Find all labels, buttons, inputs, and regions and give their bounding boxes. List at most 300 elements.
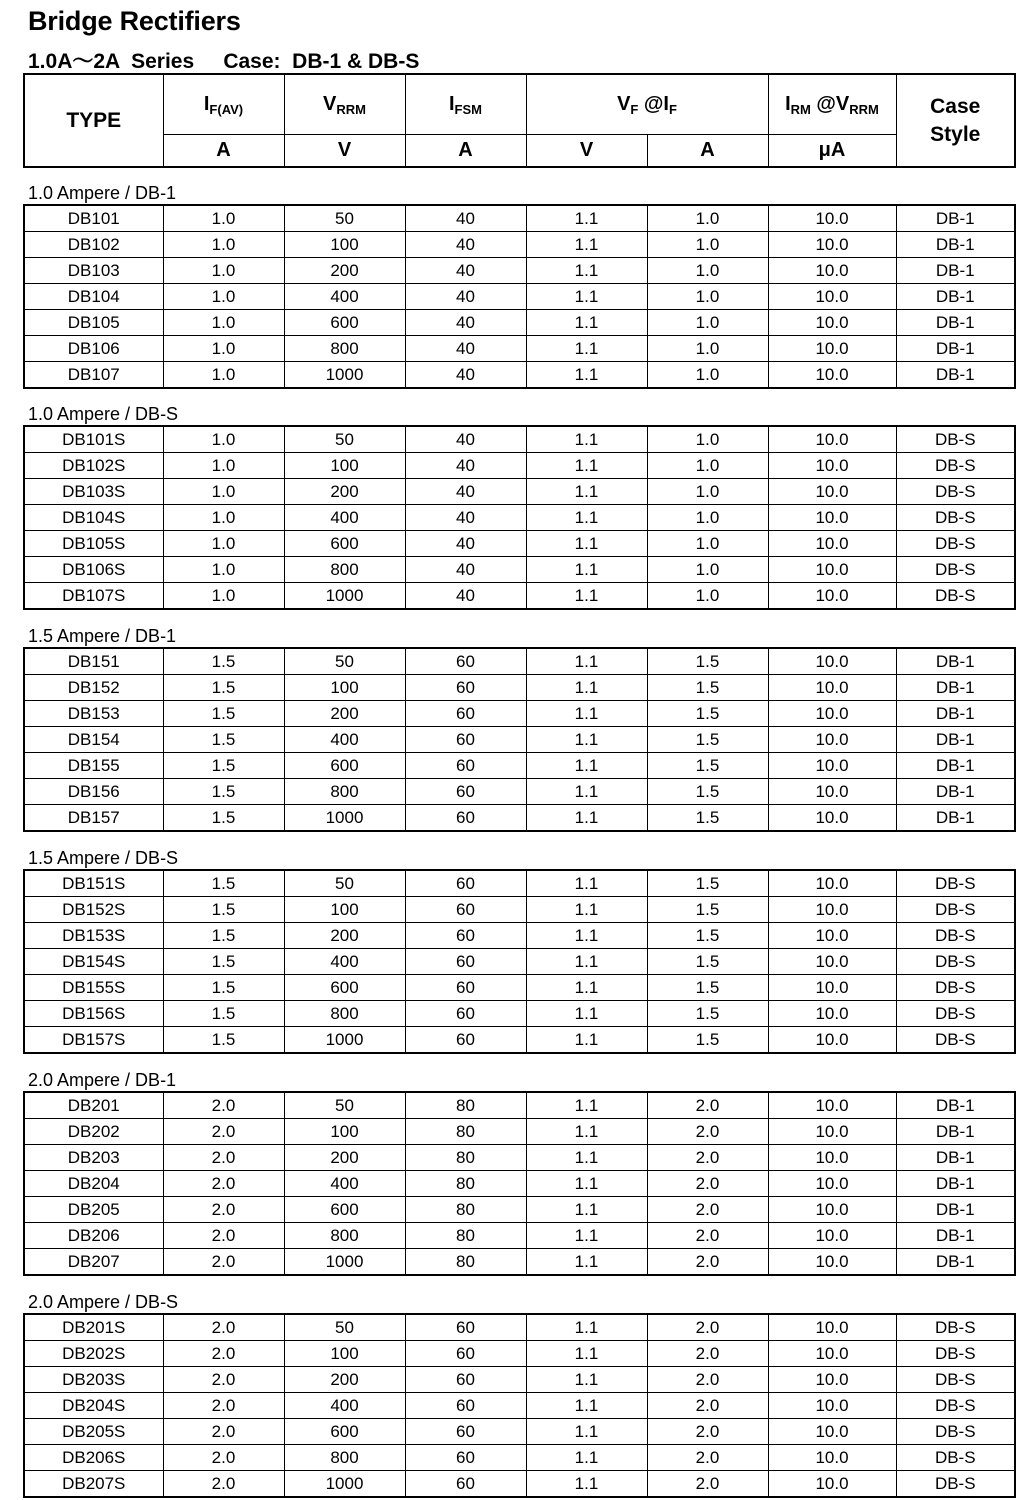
- table-cell: 1.0: [163, 284, 284, 310]
- table-cell: 1000: [284, 362, 405, 389]
- table-row: [24, 923, 1015, 949]
- table-cell: 1.0: [647, 479, 768, 505]
- table-cell: DB202S: [24, 1341, 163, 1367]
- table-row: [24, 1367, 1015, 1393]
- table-cell: 600: [284, 1419, 405, 1445]
- table-cell: 1.5: [163, 648, 284, 675]
- table-cell: 1.0: [647, 453, 768, 479]
- table-cell: 1.0: [647, 284, 768, 310]
- table-row: [24, 310, 1015, 336]
- table-cell: 40: [405, 284, 526, 310]
- table-cell: 1.5: [647, 1027, 768, 1054]
- table-cell: 1.1: [526, 949, 647, 975]
- table-cell: 100: [284, 232, 405, 258]
- table-cell: 100: [284, 1341, 405, 1367]
- table-cell: 400: [284, 949, 405, 975]
- table-cell: 10.0: [768, 1027, 896, 1054]
- unit-cell: V: [526, 135, 647, 168]
- table-cell: 40: [405, 453, 526, 479]
- table-cell: 2.0: [647, 1171, 768, 1197]
- table-cell: 100: [284, 897, 405, 923]
- table-cell: 10.0: [768, 362, 896, 389]
- table-cell: DB-S: [896, 1314, 1015, 1341]
- table-cell: 40: [405, 557, 526, 583]
- table-cell: 10.0: [768, 923, 896, 949]
- table-cell: 10.0: [768, 1001, 896, 1027]
- table-cell: 1.1: [526, 1145, 647, 1171]
- table-cell: 1.0: [647, 310, 768, 336]
- table-row: [24, 453, 1015, 479]
- table-cell: DB104: [24, 284, 163, 310]
- table-cell: 60: [405, 779, 526, 805]
- table-row: [24, 205, 1015, 232]
- table-cell: 40: [405, 232, 526, 258]
- table-cell: 10.0: [768, 479, 896, 505]
- table-cell: 1.0: [647, 505, 768, 531]
- table-cell: 60: [405, 1419, 526, 1445]
- header-vf-at-if: $V_F$ $@I_F$: [526, 74, 768, 135]
- table-cell: 1.1: [526, 1249, 647, 1276]
- table-cell: DB157: [24, 805, 163, 832]
- table-cell: 1.5: [163, 870, 284, 897]
- table-cell: 60: [405, 897, 526, 923]
- table-cell: DB152: [24, 675, 163, 701]
- table-row: [24, 362, 1015, 389]
- table-cell: 10.0: [768, 1419, 896, 1445]
- table-cell: 100: [284, 1119, 405, 1145]
- table-cell: 40: [405, 583, 526, 610]
- table-cell: DB-S: [896, 923, 1015, 949]
- table-cell: 50: [284, 648, 405, 675]
- table-header: [23, 73, 1016, 168]
- table-cell: 2.0: [647, 1393, 768, 1419]
- table-cell: 400: [284, 505, 405, 531]
- header-type: TYPE: [24, 74, 163, 167]
- table-cell: DB-1: [896, 336, 1015, 362]
- table-row: [24, 426, 1015, 453]
- table-cell: DB-1: [896, 1249, 1015, 1276]
- table-cell: 1.0: [647, 583, 768, 610]
- table-cell: 1.1: [526, 701, 647, 727]
- table-cell: 10.0: [768, 1445, 896, 1471]
- table-cell: 1.5: [163, 975, 284, 1001]
- table-cell: 1.1: [526, 284, 647, 310]
- table-row: [24, 336, 1015, 362]
- table-cell: 60: [405, 701, 526, 727]
- table-cell: 1.1: [526, 727, 647, 753]
- table-row: [24, 1445, 1015, 1471]
- table-cell: 2.0: [163, 1249, 284, 1276]
- table-cell: 1.1: [526, 453, 647, 479]
- table-cell: 1.1: [526, 1471, 647, 1498]
- table-cell: 80: [405, 1119, 526, 1145]
- table-cell: 1.0: [163, 479, 284, 505]
- table-cell: 1.1: [526, 1092, 647, 1119]
- table-cell: 2.0: [647, 1341, 768, 1367]
- table-cell: 2.0: [163, 1314, 284, 1341]
- table-cell: 200: [284, 1367, 405, 1393]
- table-row: [24, 1471, 1015, 1498]
- table-row: [24, 1197, 1015, 1223]
- table-cell: 1.0: [163, 205, 284, 232]
- unit-cell: A: [405, 135, 526, 168]
- table-cell: 60: [405, 1027, 526, 1054]
- table-cell: DB-S: [896, 1471, 1015, 1498]
- table-cell: 80: [405, 1145, 526, 1171]
- table-cell: 10.0: [768, 701, 896, 727]
- table-row: [24, 648, 1015, 675]
- table-cell: 1.1: [526, 205, 647, 232]
- table-cell: 1000: [284, 1027, 405, 1054]
- table-cell: 1.0: [163, 426, 284, 453]
- table-cell: 200: [284, 1145, 405, 1171]
- table-cell: 10.0: [768, 557, 896, 583]
- table-cell: 1.0: [647, 426, 768, 453]
- table-cell: DB207: [24, 1249, 163, 1276]
- table-cell: 1000: [284, 1249, 405, 1276]
- table-cell: 10.0: [768, 949, 896, 975]
- table-cell: 1.1: [526, 232, 647, 258]
- table-cell: 10.0: [768, 1197, 896, 1223]
- table-cell: 1.1: [526, 870, 647, 897]
- table-cell: 1.5: [163, 1027, 284, 1054]
- table-cell: 60: [405, 923, 526, 949]
- table-cell: DB-S: [896, 557, 1015, 583]
- table-cell: 40: [405, 205, 526, 232]
- table-cell: 50: [284, 205, 405, 232]
- table-cell: 60: [405, 975, 526, 1001]
- table-cell: DB101: [24, 205, 163, 232]
- table-cell: DB204: [24, 1171, 163, 1197]
- table-cell: DB107S: [24, 583, 163, 610]
- table-cell: 1.1: [526, 923, 647, 949]
- table-cell: 1.5: [647, 949, 768, 975]
- table-cell: 1.5: [647, 897, 768, 923]
- table-row: [24, 1249, 1015, 1276]
- table-cell: DB-S: [896, 870, 1015, 897]
- table-cell: DB-S: [896, 583, 1015, 610]
- table-cell: 10.0: [768, 897, 896, 923]
- table-row: [24, 557, 1015, 583]
- table-cell: 600: [284, 310, 405, 336]
- spec-table: [23, 204, 1016, 389]
- table-cell: 1.1: [526, 505, 647, 531]
- table-cell: 1.0: [647, 258, 768, 284]
- table-cell: DB-S: [896, 1367, 1015, 1393]
- table-cell: DB151S: [24, 870, 163, 897]
- table-cell: 1.5: [647, 923, 768, 949]
- table-cell: 2.0: [163, 1197, 284, 1223]
- table-cell: 10.0: [768, 205, 896, 232]
- table-cell: DB-1: [896, 648, 1015, 675]
- table-cell: 2.0: [163, 1145, 284, 1171]
- table-cell: DB-S: [896, 453, 1015, 479]
- table-cell: 80: [405, 1249, 526, 1276]
- table-cell: 1.1: [526, 805, 647, 832]
- header-case-style: Case Style: [896, 74, 1015, 167]
- table-cell: 2.0: [163, 1367, 284, 1393]
- table-cell: 2.0: [647, 1367, 768, 1393]
- table-row: [24, 1341, 1015, 1367]
- table-cell: 400: [284, 1171, 405, 1197]
- table-cell: DB155: [24, 753, 163, 779]
- table-cell: DB-S: [896, 1393, 1015, 1419]
- table-cell: DB-1: [896, 362, 1015, 389]
- table-cell: 10.0: [768, 284, 896, 310]
- table-cell: 800: [284, 779, 405, 805]
- table-row: [24, 727, 1015, 753]
- table-cell: 1.1: [526, 1367, 647, 1393]
- table-cell: 10.0: [768, 1393, 896, 1419]
- table-cell: 50: [284, 426, 405, 453]
- table-cell: 1.5: [647, 870, 768, 897]
- table-cell: 1.1: [526, 426, 647, 453]
- table-cell: 1.1: [526, 1027, 647, 1054]
- table-cell: DB-S: [896, 505, 1015, 531]
- table-cell: 1.5: [163, 701, 284, 727]
- table-cell: DB153: [24, 701, 163, 727]
- table-cell: 10.0: [768, 310, 896, 336]
- table-cell: 10.0: [768, 1119, 896, 1145]
- table-cell: 1.5: [647, 648, 768, 675]
- table-cell: 100: [284, 675, 405, 701]
- table-cell: 40: [405, 310, 526, 336]
- table-cell: 1.5: [163, 675, 284, 701]
- table-cell: 2.0: [163, 1119, 284, 1145]
- table-cell: DB152S: [24, 897, 163, 923]
- table-cell: 10.0: [768, 505, 896, 531]
- table-cell: 60: [405, 1314, 526, 1341]
- table-cell: DB-1: [896, 205, 1015, 232]
- table-cell: 1.1: [526, 1393, 647, 1419]
- table-cell: 1.1: [526, 1119, 647, 1145]
- table-cell: DB-S: [896, 1001, 1015, 1027]
- table-cell: 40: [405, 336, 526, 362]
- table-cell: DB104S: [24, 505, 163, 531]
- table-cell: DB-S: [896, 531, 1015, 557]
- table-row: [24, 805, 1015, 832]
- table-cell: 10.0: [768, 805, 896, 832]
- table-cell: 60: [405, 870, 526, 897]
- table-cell: 1000: [284, 583, 405, 610]
- table-cell: 1.5: [163, 727, 284, 753]
- spec-table: [23, 1091, 1016, 1276]
- table-cell: 1.1: [526, 753, 647, 779]
- table-row: [24, 949, 1015, 975]
- table-cell: DB202: [24, 1119, 163, 1145]
- table-row: [24, 870, 1015, 897]
- table-cell: 2.0: [163, 1445, 284, 1471]
- table-cell: 10.0: [768, 336, 896, 362]
- table-cell: 10.0: [768, 675, 896, 701]
- table-cell: 1.5: [647, 753, 768, 779]
- table-cell: 800: [284, 1445, 405, 1471]
- unit-cell: A: [647, 135, 768, 168]
- table-cell: 1.1: [526, 779, 647, 805]
- table-cell: 60: [405, 1445, 526, 1471]
- table-cell: 1.0: [163, 557, 284, 583]
- table-row: [24, 1223, 1015, 1249]
- table-row: [24, 1419, 1015, 1445]
- table-cell: 1.1: [526, 336, 647, 362]
- table-cell: 10.0: [768, 1249, 896, 1276]
- table-cell: 1.1: [526, 310, 647, 336]
- table-cell: 10.0: [768, 531, 896, 557]
- table-cell: DB205: [24, 1197, 163, 1223]
- table-cell: 80: [405, 1197, 526, 1223]
- table-cell: 2.0: [647, 1249, 768, 1276]
- unit-cell: V: [284, 135, 405, 168]
- table-cell: 1.5: [163, 949, 284, 975]
- section-label: 1.0 Ampere / DB-S: [28, 404, 179, 424]
- table-cell: 60: [405, 1367, 526, 1393]
- table-cell: 10.0: [768, 1092, 896, 1119]
- table-cell: 600: [284, 975, 405, 1001]
- table-cell: 1.0: [647, 531, 768, 557]
- table-cell: 10.0: [768, 1145, 896, 1171]
- table-cell: 1.5: [647, 727, 768, 753]
- table-cell: DB-S: [896, 975, 1015, 1001]
- table-cell: DB203: [24, 1145, 163, 1171]
- table-cell: 40: [405, 531, 526, 557]
- table-cell: DB-1: [896, 1092, 1015, 1119]
- table-cell: DB205S: [24, 1419, 163, 1445]
- table-cell: 400: [284, 727, 405, 753]
- table-cell: 10.0: [768, 727, 896, 753]
- table-cell: 1.5: [647, 805, 768, 832]
- table-cell: 40: [405, 505, 526, 531]
- table-row: [24, 1119, 1015, 1145]
- table-cell: 10.0: [768, 1171, 896, 1197]
- table-cell: 60: [405, 1393, 526, 1419]
- table-cell: 600: [284, 531, 405, 557]
- table-row: [24, 284, 1015, 310]
- table-cell: 2.0: [163, 1341, 284, 1367]
- table-cell: DB105S: [24, 531, 163, 557]
- table-cell: DB-1: [896, 258, 1015, 284]
- table-cell: 1.1: [526, 897, 647, 923]
- table-cell: DB157S: [24, 1027, 163, 1054]
- table-cell: 200: [284, 701, 405, 727]
- table-cell: 10.0: [768, 753, 896, 779]
- table-cell: 10.0: [768, 648, 896, 675]
- table-cell: 80: [405, 1223, 526, 1249]
- table-cell: 2.0: [647, 1145, 768, 1171]
- table-cell: DB103: [24, 258, 163, 284]
- table-cell: DB102: [24, 232, 163, 258]
- table-cell: 60: [405, 675, 526, 701]
- table-cell: DB153S: [24, 923, 163, 949]
- section-label: 1.5 Ampere / DB-1: [28, 626, 177, 646]
- table-cell: 1.5: [647, 975, 768, 1001]
- table-row: [24, 505, 1015, 531]
- table-cell: DB-S: [896, 1445, 1015, 1471]
- table-cell: DB-S: [896, 949, 1015, 975]
- table-cell: 200: [284, 479, 405, 505]
- table-cell: 40: [405, 426, 526, 453]
- table-cell: 2.0: [647, 1092, 768, 1119]
- table-cell: 1.5: [163, 897, 284, 923]
- table-cell: 1.0: [163, 583, 284, 610]
- table-cell: 2.0: [163, 1092, 284, 1119]
- table-row: [24, 675, 1015, 701]
- table-cell: DB-1: [896, 1171, 1015, 1197]
- table-cell: 1.1: [526, 1445, 647, 1471]
- table-cell: 800: [284, 1001, 405, 1027]
- table-cell: DB-1: [896, 1145, 1015, 1171]
- table-row: [24, 1027, 1015, 1054]
- table-cell: 1000: [284, 1471, 405, 1498]
- table-cell: 10.0: [768, 426, 896, 453]
- table-cell: 1.1: [526, 583, 647, 610]
- table-cell: 2.0: [163, 1393, 284, 1419]
- table-row: [24, 531, 1015, 557]
- table-cell: DB-1: [896, 1223, 1015, 1249]
- table-cell: 1.1: [526, 258, 647, 284]
- table-cell: 1.1: [526, 1341, 647, 1367]
- table-cell: 1.0: [163, 336, 284, 362]
- table-cell: 2.0: [163, 1223, 284, 1249]
- table-cell: 60: [405, 805, 526, 832]
- table-cell: 2.0: [163, 1471, 284, 1498]
- table-cell: 10.0: [768, 779, 896, 805]
- table-cell: 60: [405, 753, 526, 779]
- table-cell: 1.1: [526, 675, 647, 701]
- table-cell: 1.1: [526, 531, 647, 557]
- table-cell: 1.0: [163, 505, 284, 531]
- table-cell: DB-S: [896, 1341, 1015, 1367]
- table-cell: DB106S: [24, 557, 163, 583]
- table-cell: DB-1: [896, 779, 1015, 805]
- table-cell: DB-1: [896, 232, 1015, 258]
- table-cell: 1.1: [526, 975, 647, 1001]
- table-cell: 800: [284, 1223, 405, 1249]
- table-cell: DB-1: [896, 727, 1015, 753]
- table-cell: DB201S: [24, 1314, 163, 1341]
- document-subtitle: 1.0A～2A Series Case: DB-1 & DB-S: [28, 50, 420, 73]
- table-cell: DB102S: [24, 453, 163, 479]
- table-cell: DB204S: [24, 1393, 163, 1419]
- table-cell: DB201: [24, 1092, 163, 1119]
- table-cell: DB-1: [896, 701, 1015, 727]
- section-label: 1.0 Ampere / DB-1: [28, 183, 177, 203]
- table-row: [24, 1314, 1015, 1341]
- table-cell: 2.0: [647, 1223, 768, 1249]
- table-cell: DB-S: [896, 1419, 1015, 1445]
- table-cell: 40: [405, 362, 526, 389]
- table-cell: 2.0: [647, 1419, 768, 1445]
- table-cell: 400: [284, 284, 405, 310]
- table-cell: 1.0: [647, 557, 768, 583]
- table-cell: 1.5: [647, 701, 768, 727]
- header-irm-at-vrrm: $I_{RM}$ $@V_{RRM}$: [768, 74, 896, 135]
- table-cell: DB-1: [896, 1197, 1015, 1223]
- table-cell: 2.0: [163, 1419, 284, 1445]
- table-cell: DB154S: [24, 949, 163, 975]
- header-vrrm: $V_{RRM}$: [284, 74, 405, 135]
- table-row: [24, 753, 1015, 779]
- table-cell: DB-1: [896, 310, 1015, 336]
- table-cell: DB-1: [896, 753, 1015, 779]
- spec-table: [23, 869, 1016, 1054]
- table-cell: DB151: [24, 648, 163, 675]
- table-cell: 10.0: [768, 1341, 896, 1367]
- table-cell: 1.5: [647, 779, 768, 805]
- table-cell: DB103S: [24, 479, 163, 505]
- table-cell: 1.1: [526, 1419, 647, 1445]
- table-cell: 100: [284, 453, 405, 479]
- table-cell: 80: [405, 1171, 526, 1197]
